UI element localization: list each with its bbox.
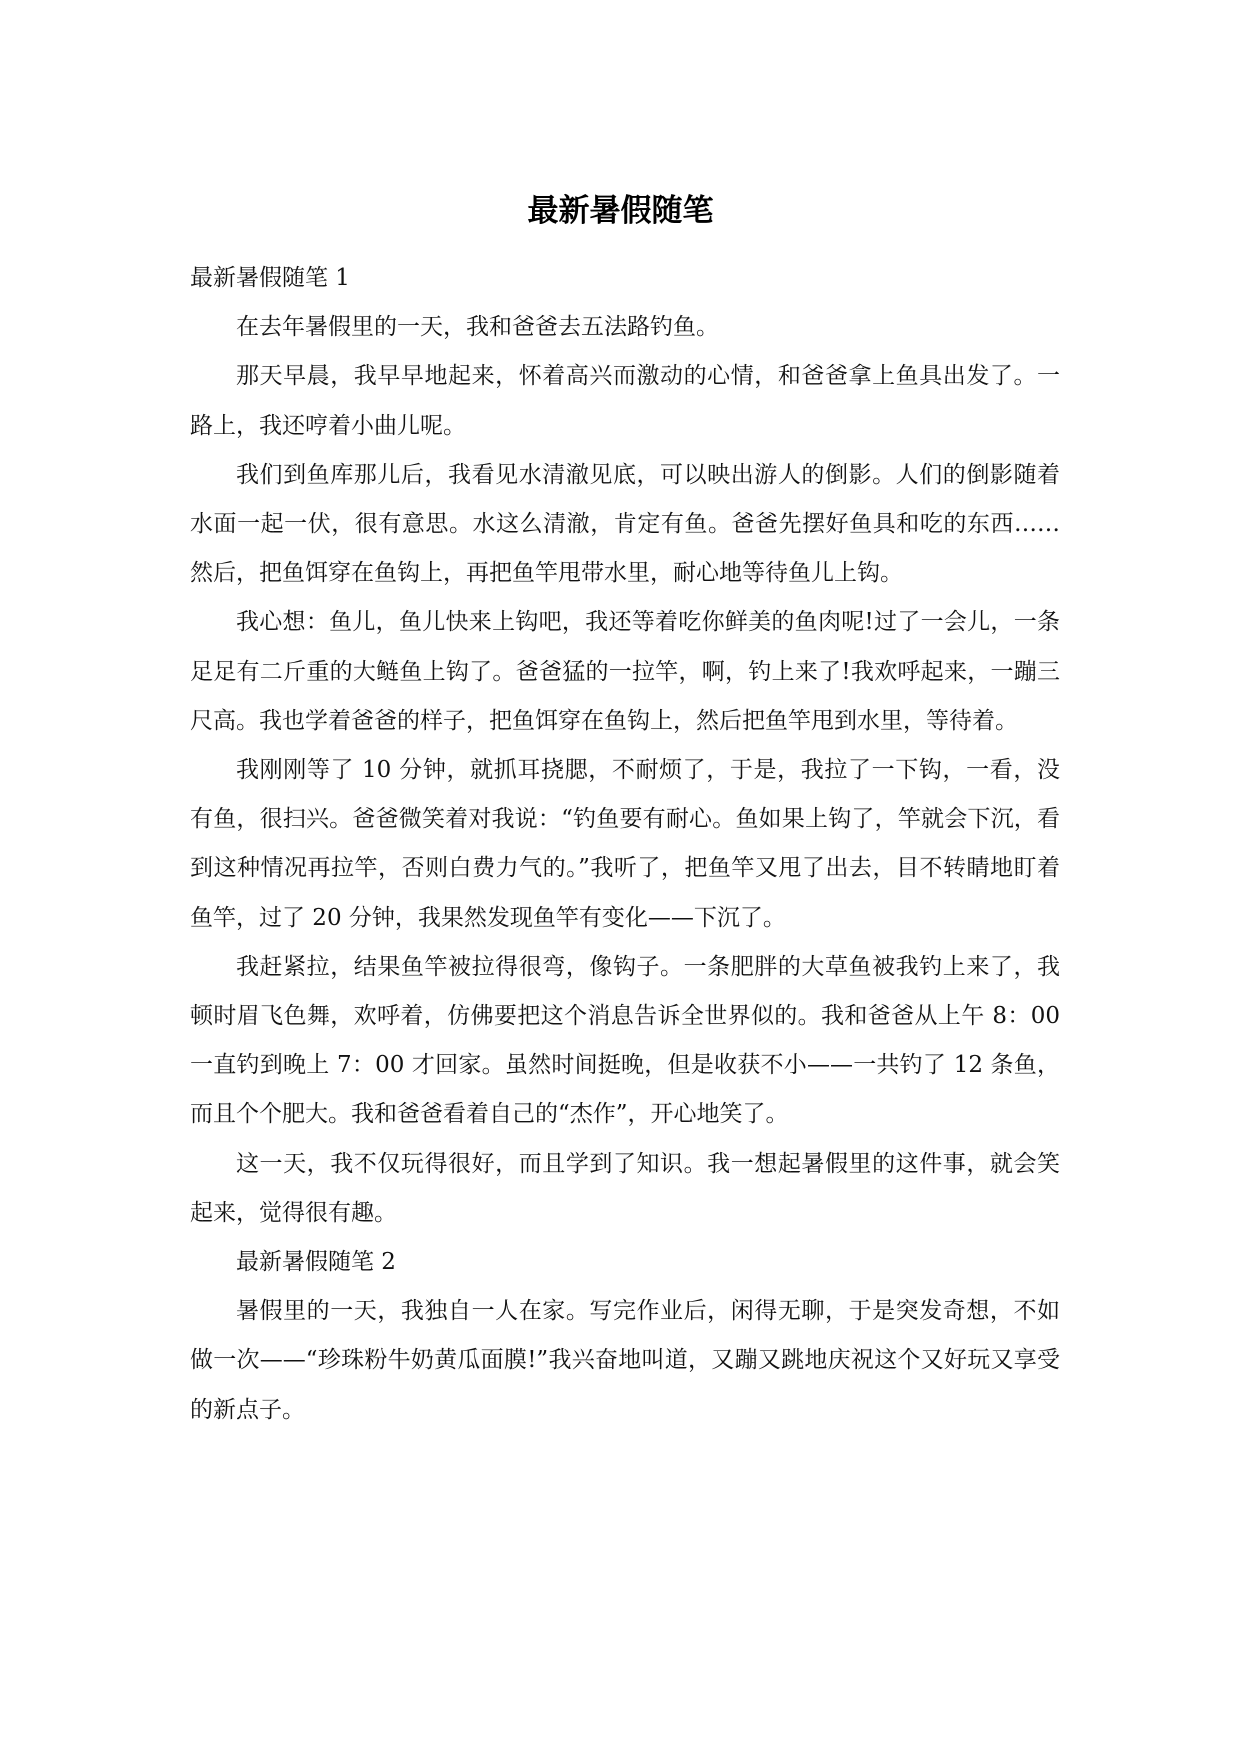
paragraph: 在去年暑假里的一天，我和爸爸去五法路钓鱼。 bbox=[236, 314, 719, 341]
paragraph: 暑假里的一天，我独自一人在家。写完作业后，闲得无聊，于是突发奇想，不如做一次——“珍珠粉牛奶黄瓜面膜!”我兴奋地叫道，又蹦又跳地庆祝这个又好玩又享受的新点子。 bbox=[190, 1298, 1060, 1423]
document-title: 最新暑假随笔 bbox=[527, 193, 714, 229]
document-body bbox=[190, 254, 1060, 1435]
paragraph: 那天早晨，我早早地起来，怀着高兴而激动的心情，和爸爸拿上鱼具出发了。一路上，我还哼着小曲儿呢。 bbox=[190, 363, 1060, 439]
paragraph: 我赶紧拉，结果鱼竿被拉得很弯，像钩子。一条肥胖的大草鱼被我钓上来了，我顿时眉飞色舞，欢呼着，仿佛要把这个消息告诉全世界似的。我和爸爸从上午 8：00 一直钓到晚上 7：00 才回家。虽然时间挺晚，但是收获不小——一共钓了 12 条鱼，而且个个肥大。我和爸爸看着自己的“杰作”，开心地笑了。 bbox=[190, 953, 1060, 1128]
paragraph: 我刚刚等了 10 分钟，就抓耳挠腮，不耐烦了，于是，我拉了一下钩，一看，没有鱼，很扫兴。爸爸微笑着对我说：“钓鱼要有耐心。鱼如果上钩了，竿就会下沉，看到这种情况再拉竿，否则白费力气的。”我听了，把鱼竿又甩了出去，目不转睛地盯着鱼竿，过了 20 分钟，我果然发现鱼竿有变化——下沉了。 bbox=[190, 757, 1060, 931]
paragraph: 我心想：鱼儿，鱼儿快来上钩吧，我还等着吃你鲜美的鱼肉呢!过了一会儿，一条足足有二斤重的大鲢鱼上钩了。爸爸猛的一拉竿，啊，钓上来了!我欢呼起来，一蹦三尺高。我也学着爸爸的样子，把鱼饵穿在鱼钩上，然后把鱼竿甩到水里，等待着。 bbox=[190, 609, 1060, 734]
section-heading: 最新暑假随笔 2 bbox=[236, 1249, 396, 1276]
paragraph: 我们到鱼库那儿后，我看见水清澈见底，可以映出游人的倒影。人们的倒影随着水面一起一伏，很有意思。水这么清澈，肯定有鱼。爸爸先摆好鱼具和吃的东西……然后，把鱼饵穿在鱼钩上，再把鱼竿甩带水里，耐心地等待鱼儿上钩。 bbox=[190, 461, 1060, 587]
paragraph: 这一天，我不仅玩得很好，而且学到了知识。我一想起暑假里的这件事，就会笑起来，觉得很有趣。 bbox=[190, 1150, 1060, 1226]
section-heading: 最新暑假随笔 1 bbox=[190, 265, 350, 291]
